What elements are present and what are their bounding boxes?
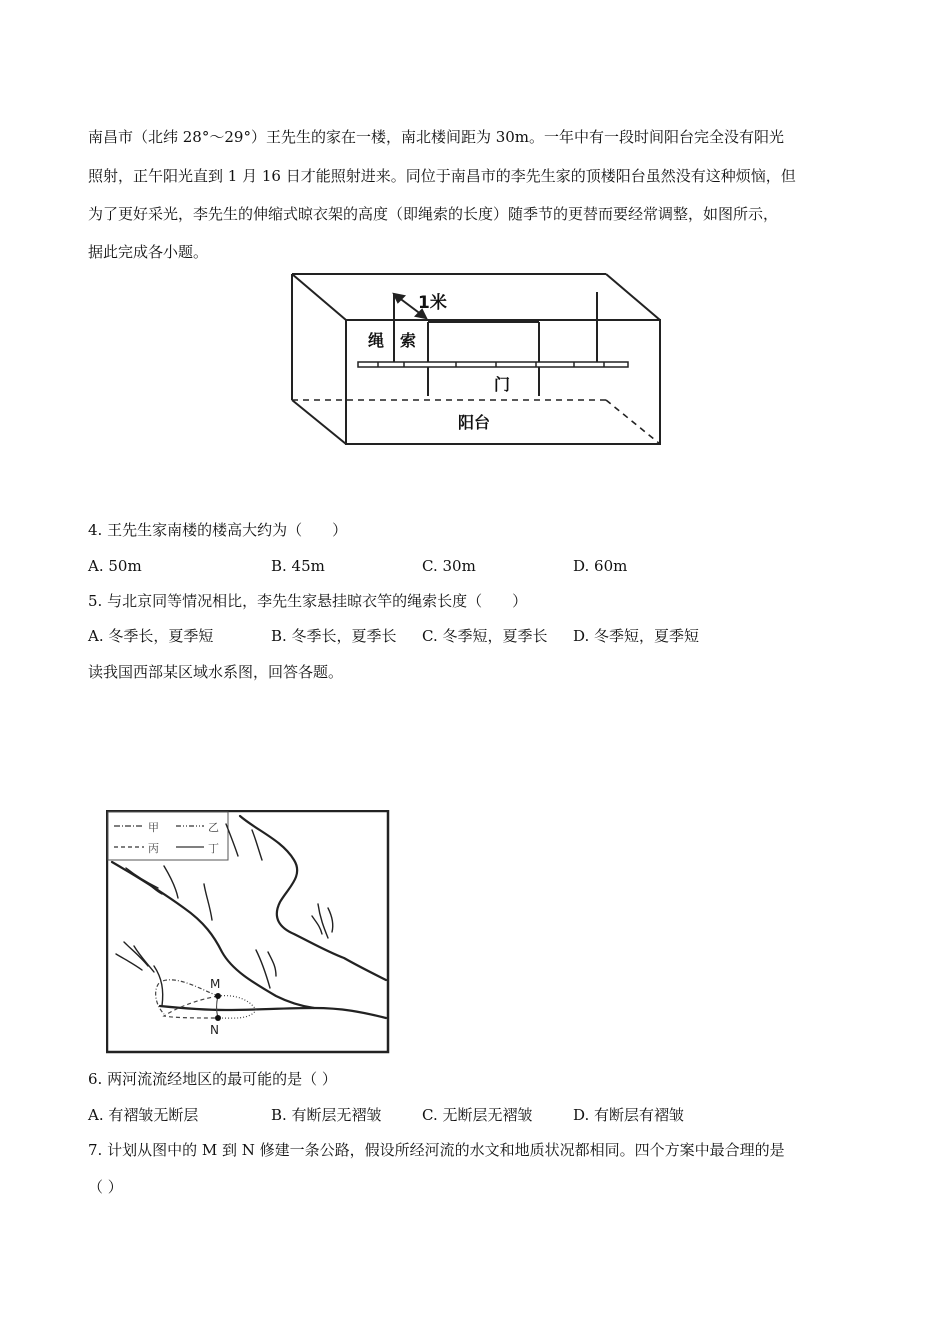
legend-ding: 丁: [208, 842, 219, 855]
label-door: 门: [494, 375, 511, 394]
q4-option-d: D. 60m: [573, 557, 628, 575]
q5-option-b: B. 冬季长，夏季长: [271, 627, 397, 645]
q4-option-b: B. 45m: [271, 557, 325, 575]
passage-line-1: 南昌市（北纬 28°～29°）王先生的家在一楼，南北楼间距为 30m。一年中有一段时间阳台完全没有阳光: [88, 128, 785, 146]
passage-line-2: 照射，正午阳光直到 1 月 16 日才能照射进来。同位于南昌市的李先生家的顶楼阳台虽然没有这种烦恼，但: [88, 167, 796, 185]
q7-stem: 7. 计划从图中的 M 到 N 修建一条公路，假设所经河流的水文和地质状况都相同。四个方案中最合理的是: [88, 1141, 785, 1159]
label-m: M: [210, 977, 221, 991]
label-n: N: [210, 1023, 219, 1037]
q6-option-d: D. 有断层有褶皱: [573, 1106, 685, 1124]
q7-stem-bracket: （ ）: [88, 1178, 123, 1196]
legend-yi: 乙: [208, 821, 219, 834]
passage2-intro: 读我国西部某区域水系图，回答各题。: [88, 663, 344, 681]
q6-stem: 6. 两河流流经地区的最可能的是（ ）: [88, 1070, 337, 1088]
q4-option-c: C. 30m: [422, 557, 476, 575]
label-1m: 1米: [418, 293, 447, 313]
q4-stem: 4. 王先生家南楼的楼高大约为（ ）: [88, 521, 348, 539]
q5-option-c: C. 冬季短，夏季长: [422, 627, 548, 645]
q4-option-a: A. 50m: [88, 557, 142, 575]
q5-option-a: A. 冬季长，夏季短: [88, 627, 214, 645]
balcony-figure: [286, 268, 666, 450]
passage-line-3: 为了更好采光，李先生的伸缩式晾衣架的高度（即绳索的长度）随季节的更替而要经常调整，如图所示，: [88, 205, 779, 223]
label-rope-2: 索: [400, 331, 417, 350]
legend-bing: 丙: [148, 842, 159, 855]
q5-stem: 5. 与北京同等情况相比，李先生家悬挂晾衣竿的绳索长度（ ）: [88, 592, 528, 610]
q6-option-a: A. 有褶皱无断层: [88, 1106, 199, 1124]
label-rope-1: 绳: [368, 331, 385, 350]
q5-option-d: D. 冬季短，夏季短: [573, 627, 700, 645]
q6-option-b: B. 有断层无褶皱: [271, 1106, 382, 1124]
passage-line-4: 据此完成各小题。: [88, 243, 209, 261]
q6-option-c: C. 无断层无褶皱: [422, 1106, 533, 1124]
label-balcony: 阳台: [458, 413, 491, 432]
river-map-figure: [106, 810, 390, 1054]
legend-jia: 甲: [148, 821, 159, 834]
